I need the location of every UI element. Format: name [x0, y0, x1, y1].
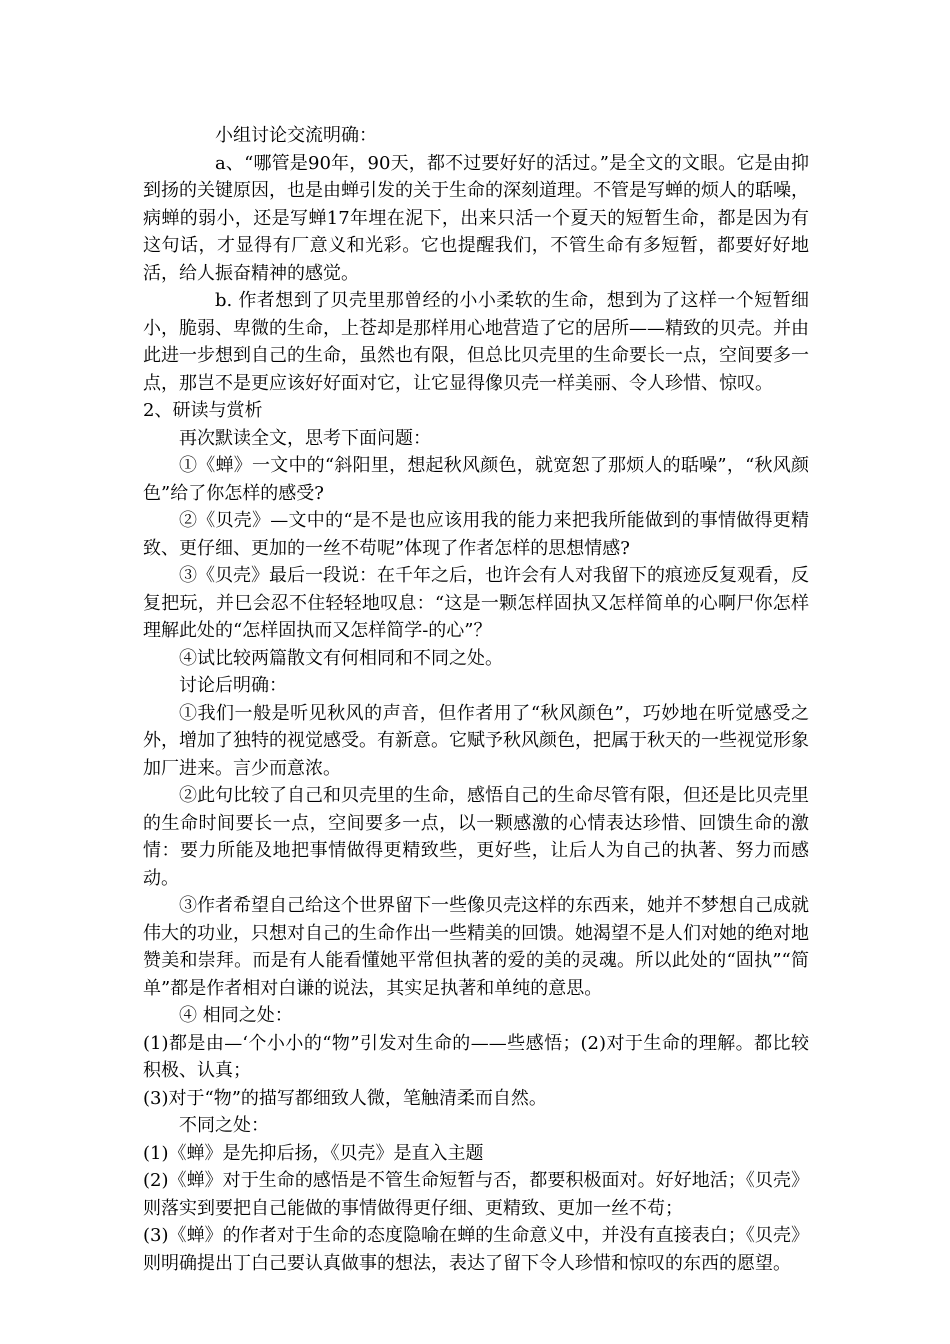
paragraph-answer-b: b. 作者想到了贝壳里那曾经的小小柔软的生命，想到为了这样一个短暂细小，脆弱、卑微的生命，上苍却是那样用心地营造了它的居所——精致的贝壳。并由此进一步想到自己的生命，虽然也有限，但总比贝壳里的生命要长一点，空间要多一点，那岂不是更应该好好面对它，让它显得像贝壳一样美丽、令人珍惜、惊叹。 — [143, 290, 809, 394]
question-1: ①《蝉》一文中的“斜阳里，想起秋风颜色，就宽恕了那烦人的聒噪”，“秋风颜色”给了你怎样的感受? — [143, 455, 809, 504]
section-heading-study: 2、研读与赏析 — [143, 400, 263, 421]
document-page — [143, 122, 809, 1277]
question-2: ②《贝壳》—文中的“是不是也应该用我的能力来把我所能做到的事情做得更精致、更仔细、更加的一丝不苟呢”体现了作者怎样的思想情感? — [143, 510, 809, 559]
answer-3: ③作者希望自己给这个世界留下一些像贝壳这样的东西来，她并不梦想自己成就伟大的功业，只想对自己的生命作出一些精美的回馈。她渴望不是人们对她的绝对地赞美和崇拜。而是有人能看懂她平常但执著的爱的美的灵魂。所以此处的“固执”“简单”都是作者相对白谦的说法，其实足执著和单纯的意思。 — [143, 895, 809, 999]
difference-3: (3)《蝉》的作者对于生命的态度隐喻在蝉的生命意义中，并没有直接表白；《贝壳》则明确提出丁白己要认真做事的想法，表达了留下令人珍惜和惊叹的东西的愿望。 — [143, 1225, 809, 1274]
question-3: ③《贝壳》最后一段说：在千年之后，也许会有人对我留下的痕迹反复观看，反复把玩，并巳会忍不住轻轻地叹息：“这是一颗怎样固执又怎样简单的心啊尸你怎样理解此处的“怎样固执而又怎样简学-的心”？ — [143, 565, 809, 641]
answer-2: ②此句比较了自己和贝壳里的生命，感悟自己的生命尽管有限，但还是比贝壳里的生命时间要长一点，空间要多一点，以一颗感激的心情表达珍惜、回馈生命的激情：要力所能及地把事情做得更精致些，更好些，让后人为自己的执著、努力而感动。 — [143, 785, 809, 889]
answer-1: ①我们一般是听见秋风的声音，但作者用了“秋风颜色”，巧妙地在听觉感受之外，增加了独特的视觉感受。有新意。它赋予秋风颜色，把属于秋天的一些视觉形象加厂进来。言少而意浓。 — [143, 702, 809, 779]
similarity-1-2: (1)都是由—‘个小小的“物”引发对生命的——些感悟；(2)对于生命的理解。都比较积极、认真； — [143, 1032, 809, 1081]
similarity-3: (3)对于“物”的描写都细致人微，笔触清柔而自然。 — [143, 1087, 547, 1109]
paragraph-discussion-result: 讨论后明确： — [179, 675, 287, 696]
answer-4-similarities-heading: ④ 相同之处： — [179, 1005, 293, 1026]
differences-heading: 不同之处： — [179, 1115, 269, 1136]
difference-2: (2)《蝉》对于生命的感悟是不管生命短暂与否，都要积极面对。好好地活；《贝壳》则落实到要把自己能做的事情做得更仔细、更精致、更加一丝不苟； — [143, 1170, 809, 1219]
paragraph-discussion-intro: 小组讨论交流明确： — [215, 125, 377, 146]
paragraph-reread-instruction: 再次默读全文，思考下面问题： — [179, 427, 431, 449]
paragraph-answer-a: a、“哪管是90年，90天，都不过要好好的活过。”是全文的文眼。它是由抑到扬的关键原因，也是由蝉引发的关于生命的深刻道理。不管是写蝉的烦人的聒噪，病蝉的弱小，还是写蝉17年埋在泥下，出来只活一个夏天的短暂生命，都是因为有这句话，才显得有厂意义和光彩。它也提醒我们，不管生命有多短暂，都要好好地活，给人振奋精神的感觉。 — [143, 152, 809, 284]
question-4: ④试比较两篇散文有何相同和不同之处。 — [179, 647, 503, 669]
difference-1: (1)《蝉》是先抑后扬，《贝壳》是直入主题 — [143, 1142, 484, 1164]
